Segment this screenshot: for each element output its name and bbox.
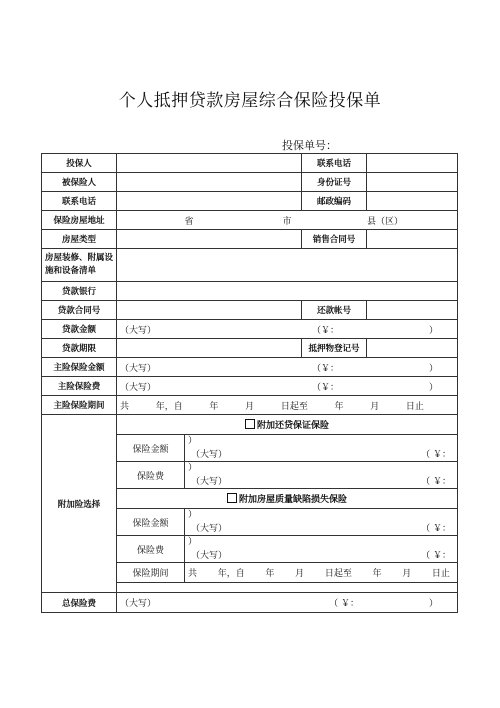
contact-phone2-field[interactable] — [117, 192, 302, 211]
close-paren: ） — [188, 537, 198, 547]
page-title: 个人抵押贷款房屋综合保险投保单 — [118, 91, 382, 111]
main-premium-field[interactable] — [117, 377, 458, 396]
contact-phone-field[interactable] — [367, 154, 458, 173]
period-nian: 年 — [209, 401, 219, 412]
addon-a-premium-label: 保险费 — [117, 462, 185, 489]
period-nian: 年 — [265, 569, 275, 579]
house-type-field[interactable] — [117, 230, 302, 249]
yen-label: （￥： — [311, 363, 339, 374]
repay-account-field[interactable] — [367, 301, 458, 320]
period-nian-end: 年 — [334, 401, 344, 412]
main-premium-label: 主险保险费 — [42, 377, 117, 396]
row-loan-term — [42, 339, 458, 358]
daxie-label: （大写） — [120, 363, 157, 374]
loan-contract-field[interactable] — [117, 301, 302, 320]
period-nian-zi: 年，自 — [155, 401, 183, 412]
id-number-label: 身份证号 — [302, 173, 367, 192]
row-address — [42, 211, 458, 230]
close-paren: ） — [429, 325, 439, 336]
sales-contract-field[interactable] — [367, 230, 458, 249]
daxie-label: （大写） — [120, 382, 157, 393]
yen-label: （ ￥： — [421, 477, 452, 487]
city-label: 市 — [282, 216, 292, 227]
row-main-sum — [42, 358, 458, 377]
postcode-field[interactable] — [367, 192, 458, 211]
addon-a-premium-field[interactable] — [185, 462, 458, 489]
applicant-label: 投保人 — [42, 154, 117, 173]
period-ri-zhi: 日止 — [431, 569, 450, 579]
contact-phone-label: 联系电话 — [302, 154, 367, 173]
property-address-field[interactable] — [117, 211, 458, 230]
property-address-label: 保险房屋地址 — [42, 211, 117, 230]
period-yue: 月 — [295, 569, 305, 579]
close-paren: ） — [429, 363, 439, 374]
close-paren: ） — [188, 463, 198, 473]
contact-phone2-label: 联系电话 — [42, 192, 117, 211]
total-premium-field[interactable] — [117, 593, 458, 613]
period-nian-end: 年 — [372, 569, 382, 579]
application-form — [41, 153, 458, 613]
period-gong: 共 — [188, 569, 198, 579]
house-type-label: 房屋类型 — [42, 230, 117, 249]
daxie-label: （大写） — [120, 325, 157, 336]
addon-b-period-label: 保险期间 — [117, 563, 185, 583]
addon-b-sum-label: 保险金额 — [117, 509, 185, 536]
yen-label: （￥： — [311, 325, 339, 336]
decoration-field[interactable] — [117, 249, 458, 282]
bank-field[interactable] — [117, 282, 458, 301]
row-house-type — [42, 230, 458, 249]
main-period-label: 主险保险期间 — [42, 396, 117, 415]
period-gong: 共 — [120, 401, 130, 412]
row-addon-a-head — [42, 415, 458, 435]
yen-label: （ ￥： — [421, 551, 452, 561]
insured-label: 被保险人 — [42, 173, 117, 192]
row-bank — [42, 282, 458, 301]
daxie-label: （大写） — [120, 599, 157, 609]
repay-account-label: 还款帐号 — [302, 301, 367, 320]
addon-b-period-field[interactable] — [185, 563, 458, 583]
close-paren: ） — [188, 436, 198, 446]
period-ri-qi-zhi: 日起至 — [280, 401, 308, 412]
loan-amount-label: 贷款金额 — [42, 320, 117, 339]
mortgage-reg-label: 抵押物登记号 — [302, 339, 367, 358]
addon-b-premium-label: 保险费 — [117, 536, 185, 563]
period-ri-zhi: 日止 — [405, 401, 424, 412]
checkbox-icon[interactable] — [245, 419, 255, 429]
row-main-premium — [42, 377, 458, 396]
main-sum-label: 主险保险金额 — [42, 358, 117, 377]
yen-label: （￥： — [311, 382, 339, 393]
row-applicant — [42, 154, 458, 173]
addon-a-checkbox[interactable] — [117, 415, 458, 435]
daxie-label: （大写） — [191, 477, 228, 487]
id-number-field[interactable] — [367, 173, 458, 192]
county-label: 县（区） — [366, 216, 403, 227]
addon-a-sum-label: 保险金额 — [117, 435, 185, 462]
addon-b-title: 附加房屋质量缺陷损失保险 — [239, 495, 348, 505]
period-yue-end: 月 — [402, 569, 412, 579]
addon-b-sum-field[interactable] — [185, 509, 458, 536]
bank-label: 贷款银行 — [42, 282, 117, 301]
main-period-field[interactable] — [117, 396, 458, 415]
period-yue-end: 月 — [370, 401, 380, 412]
close-paren: ） — [188, 510, 198, 520]
applicant-field[interactable] — [117, 154, 302, 173]
yen-label: （ ￥： — [421, 524, 452, 534]
loan-amount-field[interactable] — [117, 320, 458, 339]
checkbox-icon[interactable] — [227, 493, 237, 503]
row-decoration — [42, 249, 458, 282]
close-paren: ） — [429, 382, 439, 393]
addon-spacer — [117, 583, 458, 593]
period-nian-zi: 年，自 — [217, 569, 245, 579]
row-contact — [42, 192, 458, 211]
sales-contract-label: 销售合同号 — [302, 230, 367, 249]
loan-term-label: 贷款期限 — [42, 339, 117, 358]
daxie-label: （大写） — [191, 551, 228, 561]
addon-b-premium-field[interactable] — [185, 536, 458, 563]
row-loan-amount — [42, 320, 458, 339]
row-total-premium — [42, 593, 458, 613]
close-paren: ） — [429, 599, 439, 609]
row-insured — [42, 173, 458, 192]
row-loan-contract — [42, 301, 458, 320]
period-yue: 月 — [245, 401, 255, 412]
yen-label: （ ￥： — [421, 450, 452, 460]
main-sum-field[interactable] — [117, 358, 458, 377]
total-premium-label: 总保险费 — [42, 593, 117, 613]
decoration-label: 房屋装修、附属设施和设备清单 — [42, 249, 117, 282]
addon-b-checkbox[interactable] — [117, 489, 458, 509]
mortgage-reg-field[interactable] — [367, 339, 458, 358]
daxie-label: （大写） — [191, 450, 228, 460]
period-ri-qi-zhi: 日起至 — [324, 569, 352, 579]
loan-contract-label: 贷款合同号 — [42, 301, 117, 320]
province-label: 省 — [184, 216, 194, 227]
daxie-label: （大写） — [191, 524, 228, 534]
policy-number-label: 投保单号： — [282, 139, 337, 152]
insured-field[interactable] — [117, 173, 302, 192]
postcode-label: 邮政编码 — [302, 192, 367, 211]
yen-label: （ ￥： — [329, 599, 359, 609]
loan-term-field[interactable] — [117, 339, 302, 358]
addon-a-title: 附加还贷保证保险 — [257, 421, 330, 431]
addon-a-sum-field[interactable] — [185, 435, 458, 462]
row-main-period — [42, 396, 458, 415]
addon-choice-label: 附加险选择 — [42, 415, 117, 593]
